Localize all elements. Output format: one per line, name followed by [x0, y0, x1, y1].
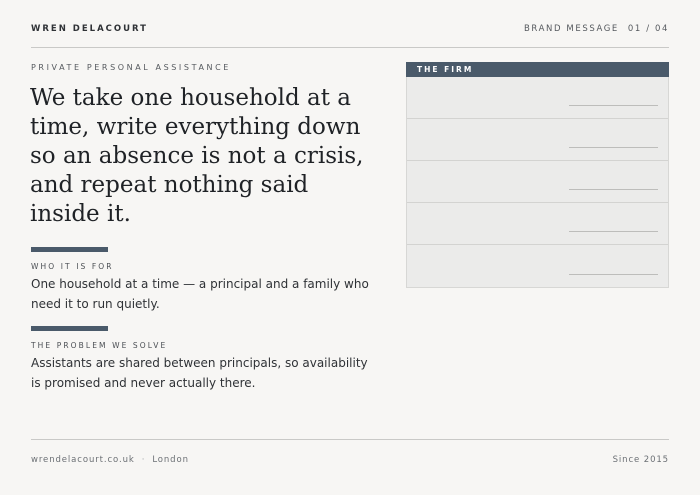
header-divider: [31, 47, 669, 48]
firm-row-line: [569, 274, 658, 275]
section-body-who-it-is-for: One household at a time — a principal and a family who need it to run quietly.: [31, 277, 369, 311]
header-meta: [524, 24, 669, 34]
firm-row: [407, 245, 668, 287]
footer-divider: [31, 439, 669, 440]
headline: We take one household at a time, write everything down so an absence is not a crisis, and repeat nothing said inside it.: [30, 85, 364, 227]
firm-row-line: [569, 231, 658, 232]
firm-row: [407, 119, 668, 161]
city-text: London: [152, 455, 189, 465]
firm-row: [407, 203, 668, 245]
footer-separator: ·: [141, 455, 146, 465]
accent-bar: [31, 326, 108, 331]
since-text: Since 2015: [612, 455, 669, 465]
firm-row-line: [569, 147, 658, 148]
section-title: BRAND MESSAGE: [524, 24, 619, 34]
firm-row-line: [569, 189, 658, 190]
page-number: 01 / 04: [627, 24, 669, 34]
eyebrow-label: PRIVATE PERSONAL ASSISTANCE: [31, 63, 231, 72]
firm-row: [407, 77, 668, 119]
footer-contact: [31, 455, 189, 465]
section-label-who-it-is-for: WHO IT IS FOR: [31, 262, 114, 271]
accent-bar: [31, 247, 108, 252]
section-body-problem: Assistants are shared between principals, so availability is promised and never actually there.: [31, 356, 368, 390]
firm-row-line: [569, 105, 658, 106]
website-text: wrendelacourt.co.uk: [31, 455, 135, 465]
section-label-problem: THE PROBLEM WE SOLVE: [31, 341, 168, 350]
brand-name: WREN DELACOURT: [31, 24, 148, 34]
firm-panel-title: THE FIRM: [406, 62, 669, 77]
firm-row: [407, 161, 668, 203]
firm-panel: [406, 62, 669, 288]
